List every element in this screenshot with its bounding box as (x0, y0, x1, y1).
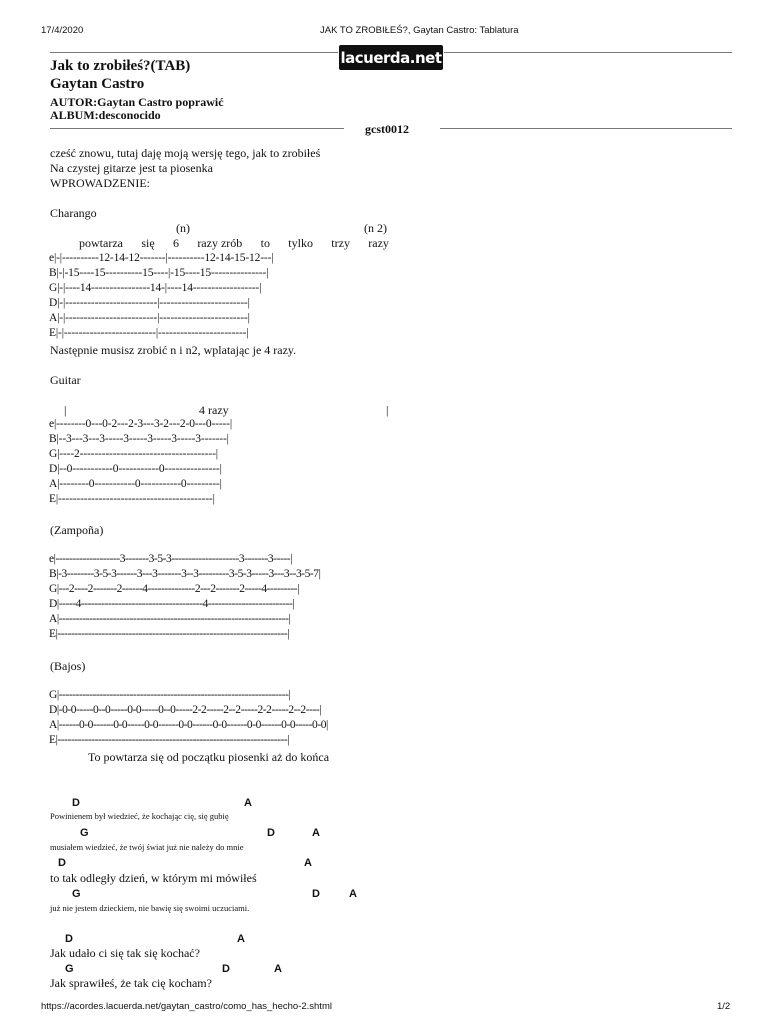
tab-line: D|-0-0-----0--0-----0-0-----0--0-----2-2-----2--2-----2-2-----2--2----| (49, 704, 322, 716)
lyric-line: już nie jestem dzieckiem, nie bawię się swoimi uczuciami. (50, 903, 250, 913)
chord-d[interactable]: D (312, 888, 320, 900)
chord-g[interactable]: G (80, 827, 89, 839)
header-rule-right (444, 52, 732, 53)
chord-d[interactable]: D (222, 963, 230, 975)
repeat-word: razy (368, 236, 389, 250)
chord-a[interactable]: A (244, 797, 252, 809)
section-heading-bajos: (Bajos) (50, 659, 86, 673)
marker-n2: (n 2) (364, 221, 387, 235)
chord-g[interactable]: G (72, 888, 81, 900)
tab-line: B|-3--------3-5-3------3---3-------3--3---------3-5-3-----3---3--3-5-7| (49, 568, 321, 580)
repeat-word: trzy (331, 236, 350, 250)
lacuerda-logo[interactable]: lacuerda.net (339, 45, 443, 70)
chord-a[interactable]: A (274, 963, 282, 975)
chord-a[interactable]: A (312, 827, 320, 839)
charango-note: Następnie musisz zrobić n i n2, wplatając je 4 razy. (50, 343, 297, 357)
tab-line: B|--3---3---3-----3-----3-----3-----3-------| (49, 433, 229, 445)
tab-line: A|-|-------------------------|------------------------| (49, 312, 250, 324)
tab-line: e|-------------------3-------3-5-3--------------------3-------3-----| (49, 553, 292, 565)
tab-line: G|--------------------------------------------------------------------| (49, 689, 291, 701)
chord-a[interactable]: A (237, 933, 245, 945)
tab-line: G|---2----2-------2------4--------------2---2-------2-----4---------| (49, 583, 299, 595)
marker-n: (n) (176, 221, 190, 235)
tab-line: A|--------0-----------0-----------0---------| (49, 478, 222, 490)
repeat-word: powtarza (79, 236, 123, 250)
guitar-repeat-end: | (386, 403, 389, 417)
song-code: gcst0012 (365, 122, 409, 136)
header-rule-left (50, 52, 338, 53)
guitar-repeat-start: | (64, 403, 67, 417)
lyric-line: Jak udało ci się tak się kochać? (50, 946, 200, 960)
section-heading-guitar: Guitar (50, 373, 81, 387)
tab-line: e|-|----------12-14-12-------|----------12-14-15-12---| (49, 252, 274, 264)
tab-line: G|----2-------------------------------------| (49, 448, 218, 460)
chord-d[interactable]: D (267, 827, 275, 839)
tab-line: E|------------------------------------------| (49, 493, 215, 505)
lyric-line: Powinienem był wiedzieć, że kochając cię, się gubię (50, 811, 229, 821)
intro-line: Na czystej gitarze jest ta piosenka (50, 161, 213, 175)
intro-heading: WPROWADZENIE: (50, 176, 150, 190)
footer-url[interactable]: https://acordes.lacuerda.net/gaytan_castro/como_has_hecho-2.shtml (41, 1001, 332, 1012)
chord-g[interactable]: G (65, 963, 74, 975)
lyric-line: to tak odległy dzień, w którym mi mówiłeś (50, 871, 257, 885)
tab-line: E|--------------------------------------------------------------------| (49, 628, 290, 640)
repeat-word: razy zrób (197, 236, 243, 250)
repeat-word: się (141, 236, 155, 250)
tab-line: D|-----4------------------------------------4-------------------------| (49, 598, 295, 610)
code-rule-right (440, 128, 732, 129)
album-line: ALBUM:desconocido (50, 108, 161, 122)
lyric-line: Jak sprawiłeś, że tak cię kocham? (50, 976, 212, 990)
tab-line: G|-|----14----------------14-|----14------------------| (49, 282, 262, 294)
section-heading-charango: Charango (50, 206, 97, 220)
intro-line: cześć znowu, tutaj daję moją wersję tego, jak to zrobiłeś (50, 146, 321, 160)
chord-a[interactable]: A (304, 857, 312, 869)
section-heading-zampona: (Zampoña) (50, 523, 104, 537)
guitar-repeat-label: 4 razy (199, 403, 229, 417)
tab-line: e|--------0---0-2---2-3---3-2---2-0---0-----| (49, 418, 233, 430)
chord-d[interactable]: D (72, 797, 80, 809)
repeat-word: 6 (172, 236, 179, 250)
tab-line: E|-|-------------------------|------------------------| (49, 327, 249, 339)
song-title: Jak to zrobiłeś?(TAB) (50, 58, 191, 74)
tab-line: A|--------------------------------------------------------------------| (49, 613, 291, 625)
code-rule-left (50, 128, 344, 129)
song-artist[interactable]: Gaytan Castro (50, 76, 145, 92)
chord-a[interactable]: A (349, 888, 357, 900)
chord-d[interactable]: D (58, 857, 66, 869)
lyric-line: musiałem wiedzieć, że twój świat już nie należy do mnie (50, 842, 244, 852)
tab-line: D|-|-------------------------|------------------------| (49, 297, 250, 309)
print-page-title: JAK TO ZROBIŁEŚ?, Gaytan Castro: Tablatura (320, 25, 519, 36)
charango-repeat-instruction (49, 236, 389, 250)
repeat-word: tylko (288, 236, 313, 250)
bajos-note: To powtarza się od początku piosenki aż do końca (88, 750, 330, 764)
tab-line: B|-|-15----15----------15----|-15----15---------------| (49, 267, 269, 279)
print-date: 17/4/2020 (41, 25, 84, 36)
tab-line: A|------0-0------0-0-----0-0------0-0------0-0------0-0------0-0-----0-0| (49, 719, 328, 731)
tab-line: E|--------------------------------------------------------------------| (49, 734, 290, 746)
author-line: AUTOR:Gaytan Castro poprawić (50, 95, 224, 109)
repeat-word: to (260, 236, 270, 250)
tab-line: D|--0-----------0-----------0---------------| (49, 463, 222, 475)
footer-page-number: 1/2 (717, 1001, 731, 1012)
chord-d[interactable]: D (65, 933, 73, 945)
